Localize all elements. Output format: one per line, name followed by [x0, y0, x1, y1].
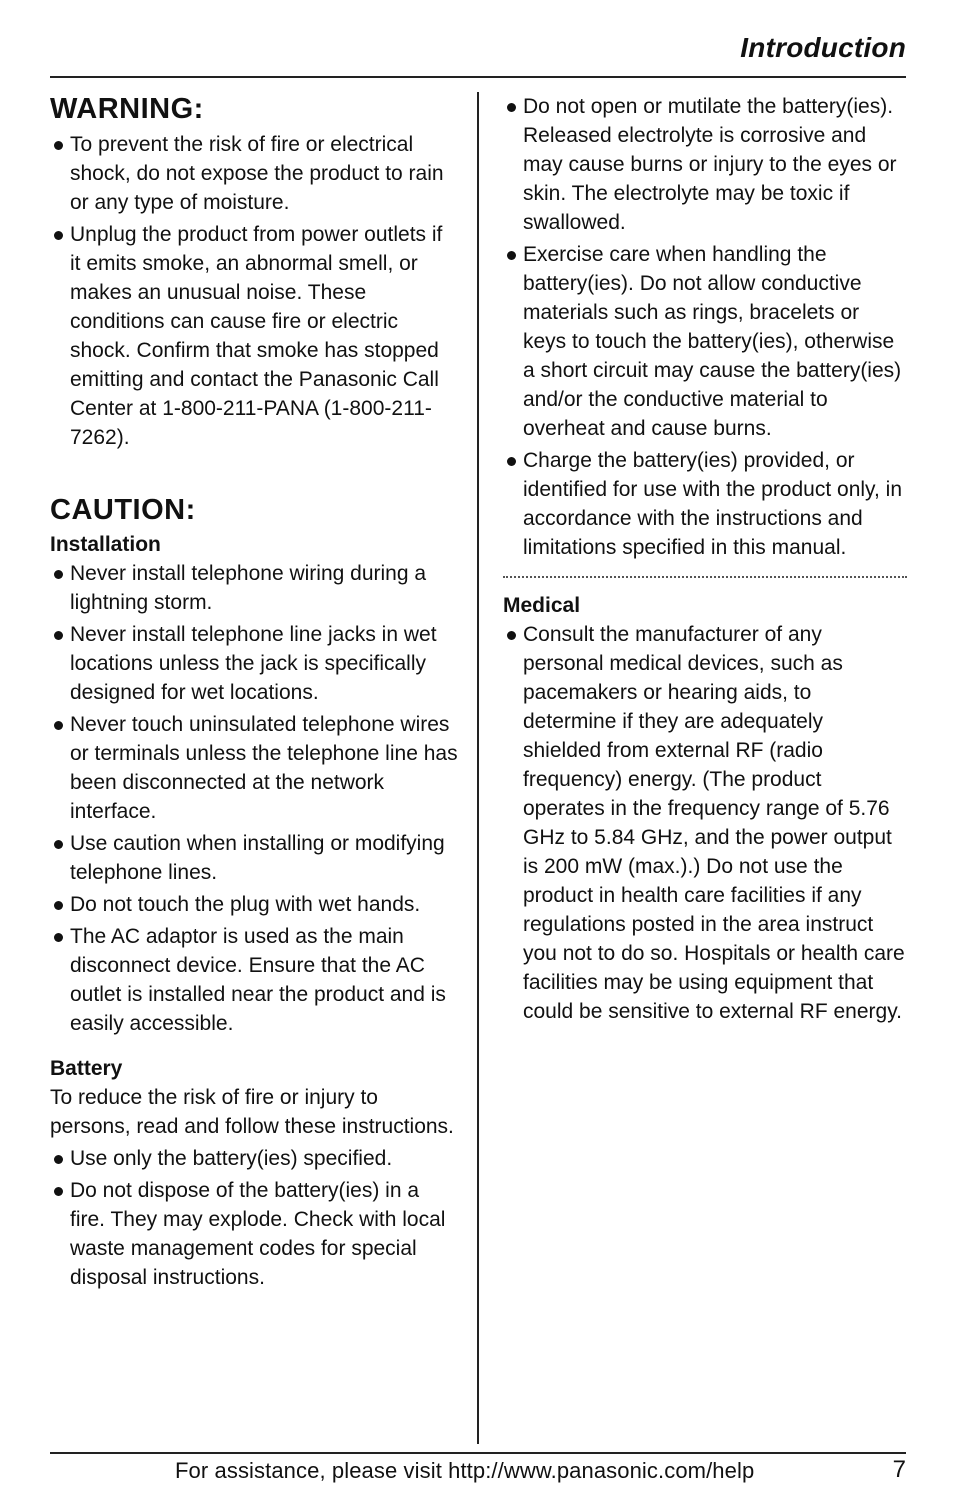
installation-list	[50, 559, 458, 1038]
column-divider	[477, 92, 479, 1444]
section-divider	[503, 576, 907, 578]
footer-assistance-text: For assistance, please visit http://www.panasonic.com/help	[175, 1458, 755, 1483]
list-item: Consult the manufacturer of any personal medical devices, such as pacemakers or hearing aids, to determine if they are adequately shielded from external RF (radio frequency) energy. (The product operates in the frequency range of 5.76 GHz to 5.84 GHz, and the power output is 200 mW (max.).) Do not use the product in health care facilities if any regulations posted in the area instruct you not to do so. Hospitals or health care facilities may be using equipment that could be sensitive to external RF energy.	[503, 620, 907, 1026]
battery-list-part-2	[503, 92, 907, 562]
bullet-icon	[54, 721, 63, 730]
list-item: Never touch uninsulated telephone wires or terminals unless the telephone line has been disconnected at the network interface.	[50, 710, 458, 826]
footer-divider	[50, 1452, 906, 1454]
bullet-icon	[507, 631, 516, 640]
list-item: Never install telephone wiring during a lightning storm.	[50, 559, 458, 617]
bullet-icon	[54, 141, 63, 150]
caution-heading: CAUTION:	[50, 494, 196, 526]
bullet-icon	[54, 933, 63, 942]
page-section-title: Introduction	[740, 32, 906, 63]
bullet-icon	[54, 901, 63, 910]
list-item: Never install telephone line jacks in wet locations unless the jack is specifically designed for wet locations.	[50, 620, 458, 707]
list-item: Use only the battery(ies) specified.	[50, 1144, 458, 1173]
header-divider	[50, 76, 906, 78]
list-item: Use caution when installing or modifying telephone lines.	[50, 829, 458, 887]
medical-heading: Medical	[503, 594, 581, 617]
list-item: Exercise care when handling the battery(ies). Do not allow conductive materials such as rings, bracelets or keys to touch the battery(ies), otherwise a short circuit may cause the battery(ies) and/or the conductive material to overheat and cause burns.	[503, 240, 907, 443]
left-column	[50, 92, 458, 1295]
battery-heading: Battery	[50, 1057, 123, 1080]
bullet-icon	[54, 231, 63, 240]
medical-list	[503, 620, 907, 1026]
list-item: Do not open or mutilate the battery(ies). Released electrolyte is corrosive and may cause burns or injury to the eyes or skin. The electrolyte may be toxic if swallowed.	[503, 92, 907, 237]
battery-intro: To reduce the risk of fire or injury to persons, read and follow these instructions.	[50, 1086, 454, 1138]
list-item: Unplug the product from power outlets if it emits smoke, an abnormal smell, or makes an unusual noise. These conditions can cause fire or electric shock. Confirm that smoke has stopped emitting and contact the Panasonic Call Center at 1-800-211-PANA (1-800-211-7262).	[50, 220, 458, 452]
list-item: To prevent the risk of fire or electrical shock, do not expose the product to rain or any type of moisture.	[50, 130, 458, 217]
list-item: Do not dispose of the battery(ies) in a fire. They may explode. Check with local waste management codes for special disposal instructions.	[50, 1176, 458, 1292]
bullet-icon	[54, 631, 63, 640]
battery-list-part-1	[50, 1144, 458, 1292]
right-column	[503, 92, 907, 1029]
warning-heading: WARNING:	[50, 93, 204, 125]
warning-list	[50, 130, 458, 452]
bullet-icon	[54, 840, 63, 849]
page-number: 7	[892, 1456, 906, 1483]
list-item: Charge the battery(ies) provided, or identified for use with the product only, in accordance with the instructions and limitations specified in this manual.	[503, 446, 907, 562]
bullet-icon	[54, 1187, 63, 1196]
list-item: The AC adaptor is used as the main disconnect device. Ensure that the AC outlet is installed near the product and is easily accessible.	[50, 922, 458, 1038]
bullet-icon	[507, 457, 516, 466]
bullet-icon	[54, 570, 63, 579]
bullet-icon	[54, 1155, 63, 1164]
bullet-icon	[507, 251, 516, 260]
bullet-icon	[507, 103, 516, 112]
installation-heading: Installation	[50, 533, 161, 556]
list-item: Do not touch the plug with wet hands.	[50, 890, 458, 919]
